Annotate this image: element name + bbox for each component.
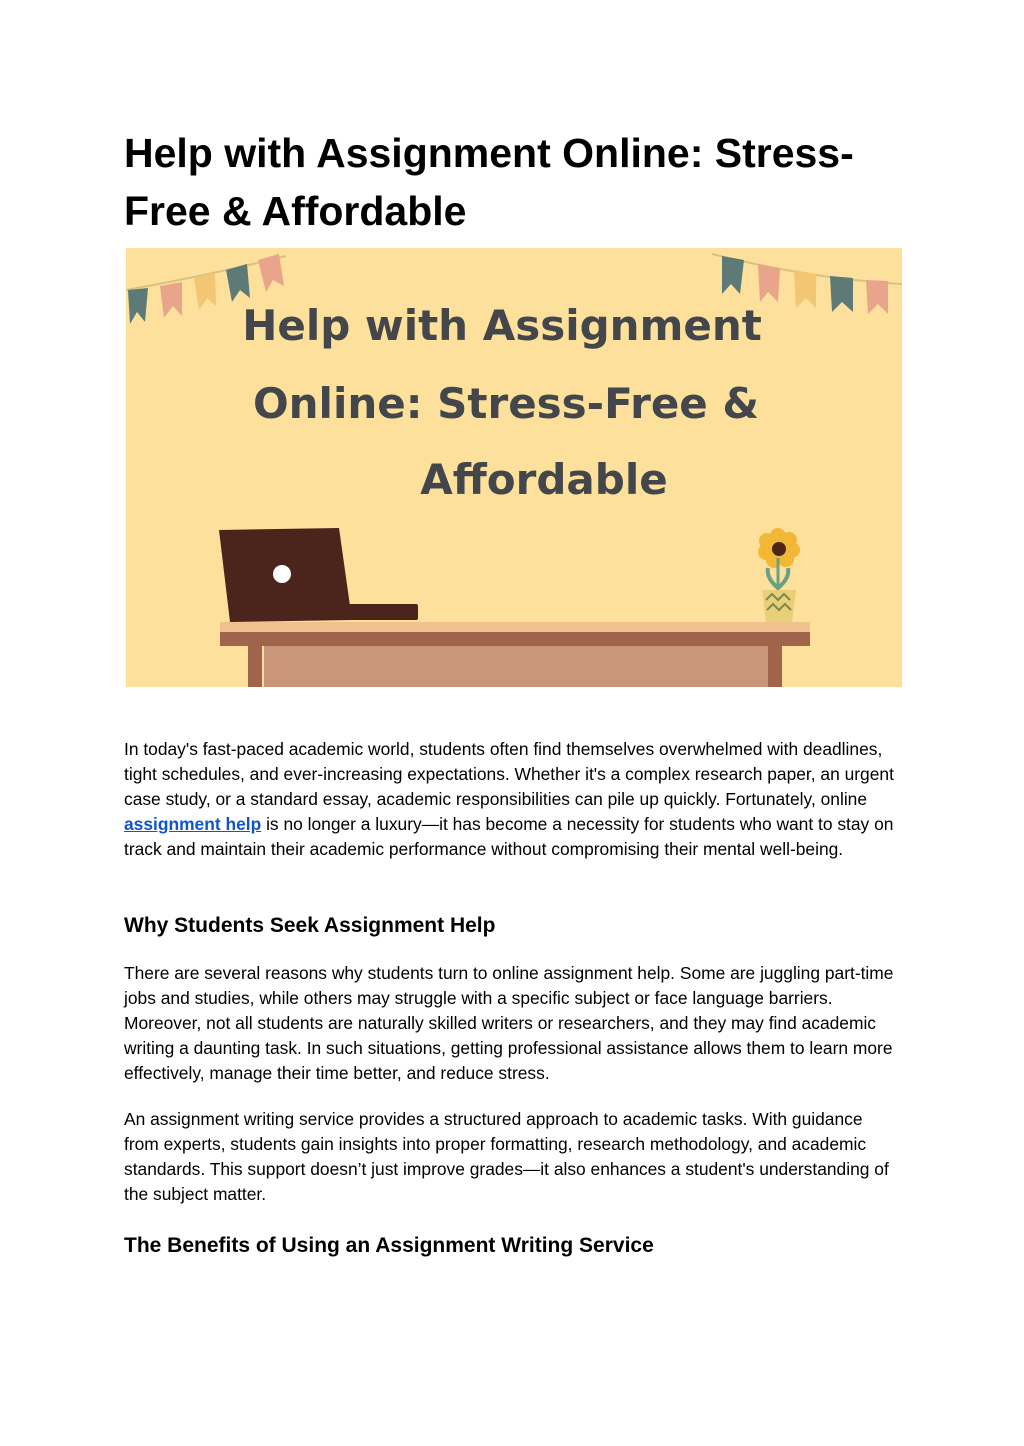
why-paragraph-2: An assignment writing service provides a structured approach to academic tasks. With guidance from experts, students gain insights into proper formatting, research methodology, and academic standards. This support doesn’t just improve grades—it also enhances a student's understanding of the subject matter. [124,1109,889,1204]
banner-line-3: Affordable [420,455,668,504]
assignment-help-link[interactable]: assignment help [124,814,262,834]
section-heading-benefits: The Benefits of Using an Assignment Writing Service [124,1234,654,1257]
desk-icon [220,622,810,687]
banner-line-1: Help with Assignment [242,301,762,350]
intro-text-before: In today's fast-paced academic world, students often find themselves overwhelmed with deadlines, tight schedules, and ever-increasing expectations. Whether it's a complex research paper, an urgent case study, or a standard essay, academic responsibilities can pile up quickly. Fortunately, online [124,739,894,809]
why-paragraph-1: There are several reasons why students turn to online assignment help. Some are juggling part-time jobs and studies, while others may struggle with a specific subject or face language barriers. Moreover, not all students are naturally skilled writers or researchers, and they may find academic writing a daunting task. In such situations, getting professional assistance allows them to learn more effectively, manage their time better, and reduce stress. [124,963,894,1083]
hero-image [126,248,902,687]
intro-text-after: is no longer a luxury—it has become a necessity for students who want to stay on track and maintain their academic performance without compromising their mental well-being. [124,814,894,859]
intro-paragraph [124,737,902,862]
banner-line-2: Online: Stress-Free & [252,379,760,428]
page-title: Help with Assignment Online: Stress-Free & Affordable [124,130,854,234]
section-heading-why: Why Students Seek Assignment Help [124,914,496,937]
